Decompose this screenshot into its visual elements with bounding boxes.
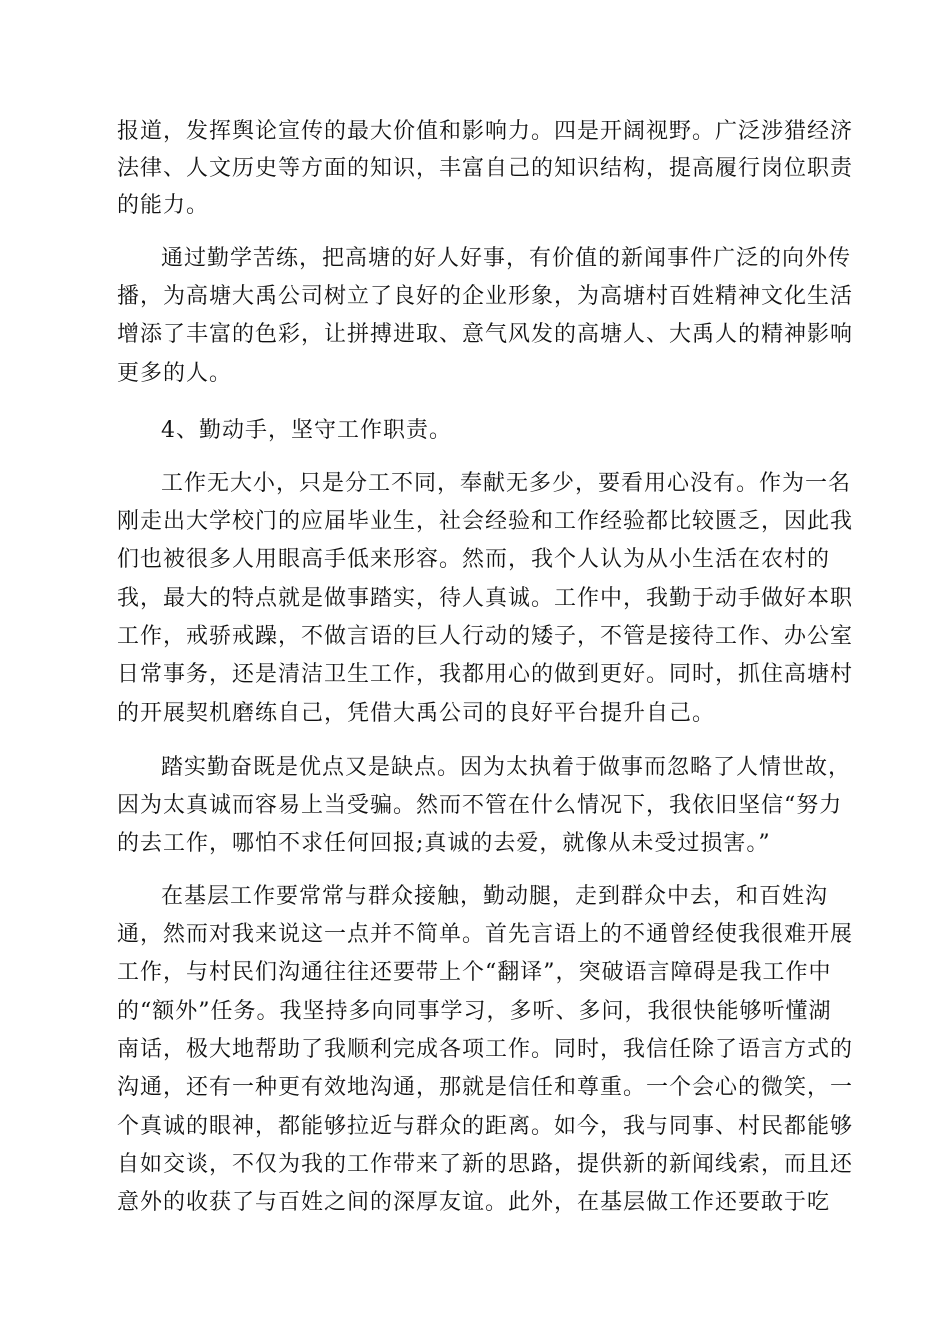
- text-line: 法律、人文历史等方面的知识，丰富自己的知识结构，提高履行岗位职责: [117, 156, 854, 181]
- text-line: 工作无大小，只是分工不同，奉献无多少，要看用心没有。作为一名: [161, 471, 852, 496]
- text-line: 通，然而对我来说这一点并不简单。首先言语上的不通曾经使我很难开展: [117, 922, 854, 947]
- text-line: 南话，极大地帮助了我顺利完成各项工作。同时，我信任除了语言方式的: [117, 1037, 854, 1062]
- text-line: 沟通，还有一种更有效地沟通，那就是信任和尊重。一个会心的微笑，一: [117, 1075, 854, 1100]
- text-line: 的开展契机磨练自己，凭借大禹公司的良好平台提升自己。: [117, 701, 716, 726]
- section-heading: 4、勤动手，坚守工作职责。: [161, 418, 452, 443]
- text-line: 更多的人。: [117, 361, 233, 386]
- text-line: 报道，发挥舆论宣传的最大价值和影响力。四是开阔视野。广泛涉猎经济: [117, 119, 854, 144]
- text-line: 工作，与村民们沟通往往还要带上个“翻译”，突破语言障碍是我工作中: [117, 960, 832, 985]
- text-line: 在基层工作要常常与群众接触，勤动腿，走到群众中去，和百姓沟: [161, 884, 829, 909]
- text-line: 的能力。: [117, 193, 210, 218]
- text-line: 们也被很多人用眼高手低来形容。然而，我个人认为从小生活在农村的: [117, 547, 831, 572]
- text-line: 通过勤学苦练，把高塘的好人好事，有价值的新闻事件广泛的向外传: [161, 246, 852, 271]
- text-line: 意外的收获了与百姓之间的深厚友谊。此外，在基层做工作还要敢于吃: [117, 1190, 831, 1215]
- text-line: 的“额外”任务。我坚持多向同事学习，多听、多问，我很快能够听懂湖: [117, 999, 832, 1024]
- text-line: 个真诚的眼神，都能够拉近与群众的距离。如今，我与同事、村民都能够: [117, 1114, 854, 1139]
- text-line: 刚走出大学校门的应届毕业生，社会经验和工作经验都比较匮乏，因此我: [117, 509, 854, 534]
- text-line: 播，为高塘大禹公司树立了良好的企业形象，为高塘村百姓精神文化生活: [117, 284, 854, 309]
- text-line: 踏实勤奋既是优点又是缺点。因为太执着于做事而忽略了人情世故，: [161, 755, 852, 780]
- text-line: 的去工作，哪怕不求任何回报;真诚的去爱，就像从未受过损害。”: [117, 831, 771, 856]
- text-line: 增添了丰富的色彩，让拼搏进取、意气风发的高塘人、大禹人的精神影响: [117, 322, 854, 347]
- text-line: 日常事务，还是清洁卫生工作，我都用心的做到更好。同时，抓住高塘村: [117, 662, 854, 687]
- text-line: 因为太真诚而容易上当受骗。然而不管在什么情况下，我依旧坚信“努力: [117, 793, 843, 818]
- text-line: 自如交谈，不仅为我的工作带来了新的思路，提供新的新闻线索，而且还: [117, 1152, 854, 1177]
- text-line: 工作，戒骄戒躁，不做言语的巨人行动的矮子，不管是接待工作、办公室: [117, 624, 854, 649]
- text-line: 我，最大的特点就是做事踏实，待人真诚。工作中，我勤于动手做好本职: [117, 586, 854, 611]
